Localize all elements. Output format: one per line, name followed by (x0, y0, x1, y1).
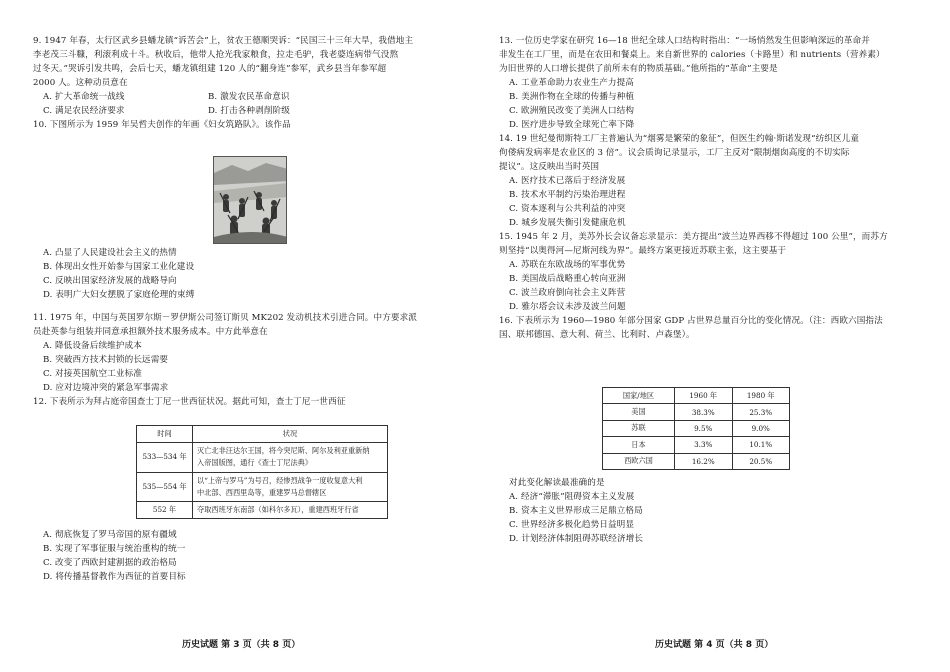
question-14-option-b[interactable]: B. 技术水平制约污染治理进程 (509, 190, 626, 200)
table-cell-line: 灭亡北非汪达尔王国，将今突尼斯、阿尔及利亚重新纳 (197, 446, 370, 456)
table-cell-line: 以“上帝与罗马”为号召，经惨烈战争一度收复意大利 (197, 475, 363, 485)
table-row (137, 443, 388, 472)
table-cell: 25.3% (732, 404, 790, 420)
table-header-cell: 国家/地区 (603, 388, 675, 404)
question-13-option-b[interactable]: B. 美洲作物在全球的传播与种植 (509, 92, 635, 102)
question-13 (499, 34, 888, 342)
question-9-option-c[interactable]: C. 满足农民经济要求 (43, 106, 125, 116)
question-9-option-a[interactable]: A. 扩大革命统一战线 (43, 92, 125, 102)
question-15-option-d[interactable]: D. 雅尔塔会议未涉及波兰问题 (509, 302, 626, 312)
question-13-stem-line: 13. 一位历史学家在研究 16—18 世纪全球人口结构时指出：“一场悄然发生但影响深远的革命并 (499, 36, 870, 46)
table-cell: 16.2% (675, 453, 733, 469)
question-14-stem-line: 14. 19 世纪曼彻斯特工厂主普遍认为“烟雾是繁荣的象征”，但医生约翰·斯诺发现“纺织区儿童 (499, 134, 860, 144)
question-11-stem-line: 员赴英参与组装并同意承担额外技术服务成本。中方此举意在 (33, 327, 268, 337)
question-9-stem-line: 9. 1947 年春，太行区武乡县蟠龙镇“诉苦会”上，贫农王德顺哭诉：“民国三十三年大旱，我借地主 (33, 36, 414, 46)
question-15-stem-line: 则坚持“以奥得河—尼斯河线为界”。最终方案更接近苏联主张，这主要基于 (499, 246, 787, 256)
question-11-option-d[interactable]: D. 应对边境冲突的紧急军事需求 (43, 383, 169, 393)
question-10-options (33, 246, 194, 302)
question-11-option-a[interactable]: A. 降低设备后续维护成本 (43, 341, 142, 351)
question-14-option-c[interactable]: C. 资本逐利与公共利益的冲突 (509, 204, 626, 214)
table-cell-line: 入帝国版图，通行《查士丁尼法典》 (197, 458, 313, 468)
question-15-stem-line: 15. 1945 年 2 月，美苏外长会议备忘录显示：美方提出“波兰边界西移不得超过 100 公里”，而苏方 (499, 232, 888, 242)
table-header-cell: 状况 (193, 426, 388, 443)
table-header-row (137, 426, 388, 443)
question-11-stem-line: 11. 1975 年，中国与英国罗尔斯－罗伊斯公司签订斯贝 MK202 发动机技术引进合同。中方要求派 (33, 313, 417, 323)
question-14-option-a[interactable]: A. 医疗技术已落后于经济发展 (509, 176, 626, 186)
question-14-stem-line: 提议”。这反映出当时英国 (499, 162, 600, 172)
table-cell-time: 535—554 年 (137, 472, 193, 501)
question-16-stem-line: 国、联邦德国、意大利、荷兰、比利时、卢森堡）。 (499, 330, 695, 340)
question-9 (33, 34, 413, 132)
question-15-option-a[interactable]: A. 苏联在东欧战场的军事优势 (509, 260, 626, 270)
table-cell: 20.5% (732, 453, 790, 469)
table-cell: 38.3% (675, 404, 733, 420)
question-14-stem-line: 佝偻病发病率是农业区的 3 倍”。议会质询记录显示，工厂主反对“限制烟囱高度的不切实际 (499, 148, 850, 158)
table-cell-time: 533—534 年 (137, 443, 193, 472)
table-cell: 10.1% (732, 437, 790, 453)
question-16-options (499, 476, 643, 546)
question-16-option-d[interactable]: D. 计划经济体制阻碍苏联经济增长 (509, 534, 644, 544)
question-12-stem: 12. 下表所示为拜占庭帝国查士丁尼一世西征状况。据此可知，查士丁尼一世西征 (33, 397, 346, 407)
question-15-option-b[interactable]: B. 美国战后战略重心转向亚洲 (509, 274, 626, 284)
table-cell-time: 552 年 (137, 502, 193, 519)
table-cell: 9.5% (675, 420, 733, 436)
question-12-option-d[interactable]: D. 将传播基督教作为西征的首要目标 (43, 572, 186, 582)
table-cell: 3.3% (675, 437, 733, 453)
question-9-option-d[interactable]: D. 打击各种剥削阶级 (208, 106, 290, 116)
woodcut-illustration (213, 156, 287, 244)
question-16-option-a[interactable]: A. 经济“滞胀”阻碍资本主义发展 (509, 492, 635, 502)
right-page (475, 0, 950, 672)
table-cell-desc (193, 472, 388, 501)
table-header-row (603, 388, 790, 404)
question-9-option-b[interactable]: B. 激发农民革命意识 (208, 92, 290, 102)
question-12-table (136, 425, 388, 519)
table-cell: 苏联 (603, 420, 675, 436)
question-12-option-a[interactable]: A. 彻底恢复了罗马帝国的原有疆域 (43, 530, 177, 540)
question-13-option-d[interactable]: D. 医疗进步导致全球死亡率下降 (509, 120, 635, 130)
table-row (603, 437, 790, 453)
question-10-option-c[interactable]: C. 反映出国家经济发展的战略导向 (43, 276, 177, 286)
table-row (603, 404, 790, 420)
question-16-option-c[interactable]: C. 世界经济多极化趋势日益明显 (509, 520, 635, 530)
table-cell-desc: 夺取西班牙东南部（如科尔多瓦），重建西班牙行省 (193, 502, 388, 519)
table-header-cell: 1980 年 (732, 388, 790, 404)
question-9-options-row (33, 104, 413, 118)
question-16-stem-line: 16. 下表所示为 1960—1980 年部分国家 GDP 占世界总量百分比的变化情况。（注：西欧六国指法 (499, 316, 883, 326)
question-9-options-row (33, 90, 413, 104)
question-11-option-c[interactable]: C. 对接英国航空工业标准 (43, 369, 142, 379)
question-16-option-b[interactable]: B. 资本主义世界形成三足鼎立格局 (509, 506, 643, 516)
table-row (137, 502, 388, 519)
table-row (603, 453, 790, 469)
question-14-option-d[interactable]: D. 城乡发展失衡引发健康危机 (509, 218, 626, 228)
question-10-option-d[interactable]: D. 表明广大妇女摆脱了家庭伦理的束缚 (43, 290, 195, 300)
question-13-stem-line: 非发生在工厂里，而是在农田和餐桌上。来自新世界的 calories（卡路里）和 nutrients（营养素） (499, 50, 885, 60)
table-header-cell: 时间 (137, 426, 193, 443)
question-9-stem-line: 过冬天。”哭诉引发共鸣，会后七天，蟠龙镇组建 120 人的“翻身连”参军，武乡县当年参军超 (33, 64, 387, 74)
women-road-team-picture (214, 157, 287, 244)
question-16-prompt: 对此变化解读最准确的是 (509, 478, 605, 488)
question-15-option-c[interactable]: C. 波兰政府倒向社会主义阵营 (509, 288, 626, 298)
table-cell: 西欧六国 (603, 453, 675, 469)
question-13-option-c[interactable]: C. 欧洲殖民改变了美洲人口结构 (509, 106, 635, 116)
question-11 (33, 311, 417, 409)
question-13-option-a[interactable]: A. 工业革命助力农业生产力提高 (509, 78, 634, 88)
question-10-option-a[interactable]: A. 凸显了人民建设社会主义的热情 (43, 248, 177, 258)
table-cell: 9.0% (732, 420, 790, 436)
table-cell-line: 中北部、西西里岛等，重建罗马总督辖区 (197, 487, 327, 497)
question-10-option-b[interactable]: B. 体现出女性开始参与国家工业化建设 (43, 262, 195, 272)
question-10-stem: 10. 下图所示为 1959 年吴哲夫创作的年画《妇女筑路队》。该作品 (33, 120, 291, 130)
question-9-stem-line: 李老茂三斗糠，利滚利成十斗。秋收后，他带人抢光我家粮食，拉走毛驴，我老婆连病带气没熬 (33, 50, 399, 60)
question-12-option-c[interactable]: C. 改变了西欧封建割据的政治格局 (43, 558, 177, 568)
question-16-table (602, 387, 790, 470)
page-footer-left: 历史试题 第 3 页（共 8 页） (182, 640, 301, 650)
table-cell: 美国 (603, 404, 675, 420)
table-row (137, 472, 388, 501)
table-row (603, 420, 790, 436)
page-footer-right: 历史试题 第 4 页（共 8 页） (655, 640, 774, 650)
table-header-cell: 1960 年 (675, 388, 733, 404)
question-13-stem-line: 为旧世界的人口增长提供了前所未有的物质基础。”他所指的“革命”主要是 (499, 64, 778, 74)
table-cell-desc (193, 443, 388, 472)
table-cell: 日本 (603, 437, 675, 453)
question-11-option-b[interactable]: B. 突破西方技术封锁的长远需要 (43, 355, 169, 365)
question-12-options (33, 528, 186, 584)
question-9-stem-line: 2000 人。这种动员意在 (33, 78, 128, 88)
question-12-option-b[interactable]: B. 实现了军事征服与统治重构的统一 (43, 544, 186, 554)
